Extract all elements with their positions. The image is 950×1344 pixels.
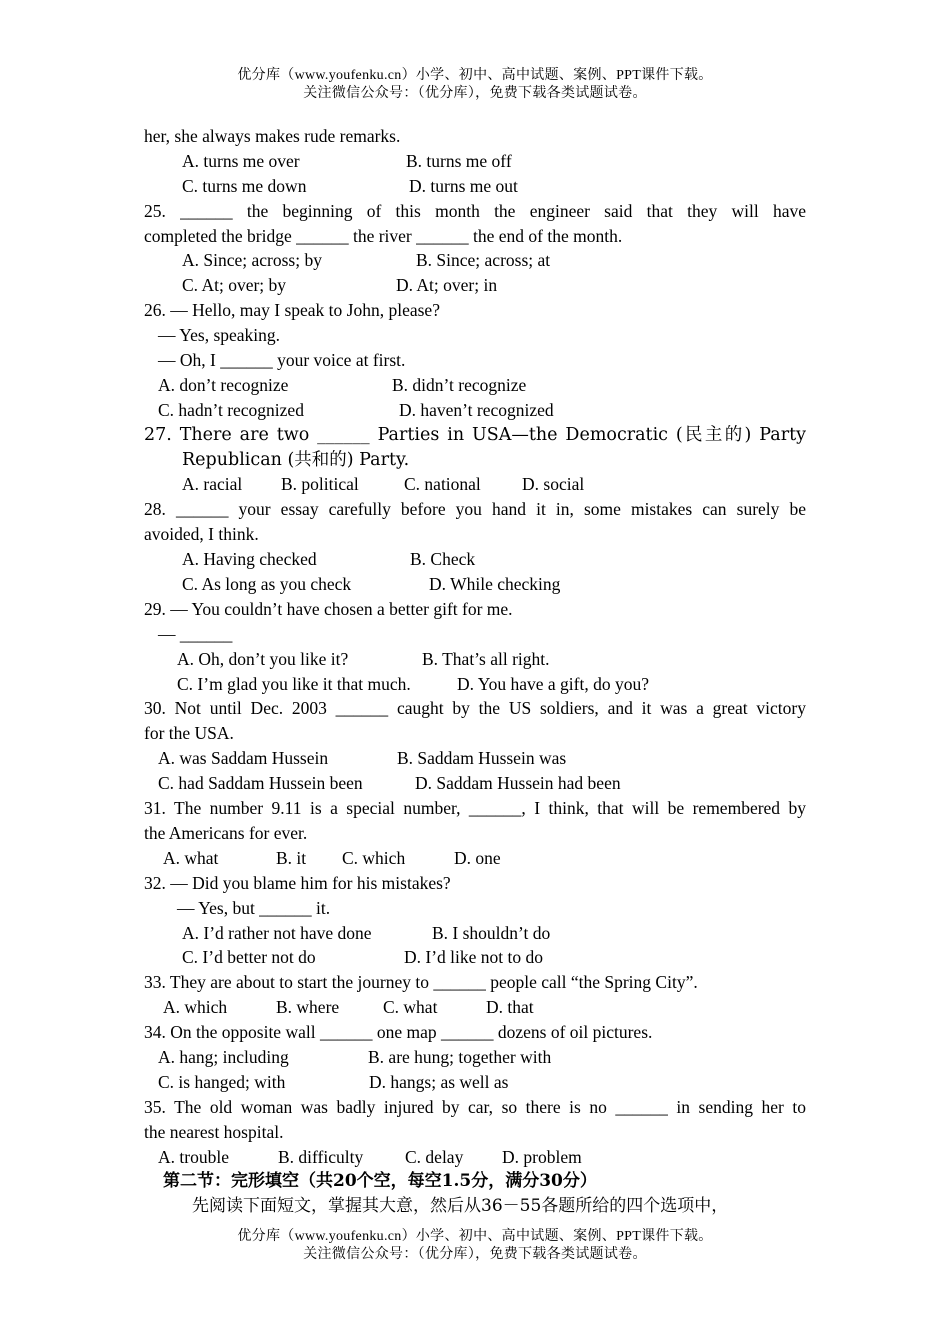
- q31-option-c: C. which: [342, 847, 406, 868]
- q30-option-d: D. Saddam Hussein had been: [415, 773, 621, 794]
- q24-options-row-1: [144, 149, 806, 174]
- q27-option-b: B. political: [281, 474, 359, 495]
- q35-option-c: C. delay: [405, 1146, 464, 1167]
- q26-option-d: D. haven’t recognized: [399, 399, 554, 420]
- q31-options-row: [144, 846, 806, 871]
- q27-options-row: [144, 472, 806, 497]
- q28-options-row-2: [144, 572, 806, 597]
- q28-stem-line-2: avoided, I think.: [144, 524, 259, 545]
- q26-stem-line-2: — Yes, speaking.: [158, 325, 281, 346]
- q31-option-b: B. it: [276, 847, 307, 868]
- q29-options-row-1: [144, 647, 806, 672]
- q30-options-row-2: [144, 771, 806, 796]
- q35-option-b: B. difficulty: [278, 1146, 364, 1167]
- q33-option-a: A. which: [163, 997, 228, 1018]
- q24-options-row-2: [144, 174, 806, 199]
- q25-option-b: B. Since; across; at: [416, 250, 551, 271]
- q26-option-a: A. don’t recognize: [158, 374, 289, 395]
- q29-stem-line-1: 29. — You couldn’t have chosen a better gift for me.: [144, 598, 513, 619]
- section-2-title: 第二节：完形填空（共20个空，每空1.5分，满分30分）: [163, 1171, 597, 1192]
- q28-option-b: B. Check: [410, 549, 476, 570]
- q33-option-c: C. what: [383, 997, 438, 1018]
- q26-stem-line-1: 26. — Hello, may I speak to John, please?: [144, 300, 440, 321]
- q35-options-row: [144, 1145, 806, 1170]
- q29-stem-line-2: — ______: [158, 623, 233, 644]
- q24-option-d: D. turns me out: [409, 175, 518, 196]
- footer-line-1: 优分库（www.youfenku.cn）小学、初中、高中试题、案例、PPT课件下载。: [237, 1229, 713, 1244]
- q30-option-c: C. had Saddam Hussein been: [158, 773, 363, 794]
- q35-option-a: A. trouble: [158, 1146, 229, 1167]
- page-header: [0, 67, 950, 103]
- q32-option-a: A. I’d rather not have done: [182, 922, 372, 943]
- q27-stem-line-2: Republican (共和的) Party.: [182, 449, 410, 470]
- q28-options-row-1: [144, 547, 806, 572]
- q26-option-c: C. hadn’t recognized: [158, 399, 304, 420]
- q25-stem-line-2: completed the bridge ______ the river ______ the end of the month.: [144, 225, 623, 246]
- q30-stem-line-1: 30. Not until Dec. 2003 ______ caught by the US soldiers, and it was a great victory: [144, 698, 806, 719]
- section-2-intro: 先阅读下面短文，掌握其大意，然后从36－55各题所给的四个选项中，: [192, 1196, 729, 1217]
- q33-stem-line-1: 33. They are about to start the journey to ______ people call “the Spring City”.: [144, 972, 698, 993]
- exam-content: [144, 124, 806, 1219]
- q28-option-c: C. As long as you check: [182, 574, 352, 595]
- q28-option-d: D. While checking: [429, 574, 561, 595]
- q32-option-b: B. I shouldn’t do: [432, 922, 551, 943]
- q35-stem-line-2: the nearest hospital.: [144, 1121, 284, 1142]
- q29-option-a: A. Oh, don’t you like it?: [177, 648, 349, 669]
- q28-stem-line-1: 28. ______ your essay carefully before you hand it in, some mistakes can surely be: [144, 499, 806, 520]
- q29-option-b: B. That’s all right.: [422, 648, 550, 669]
- q24-continuation: her, she always makes rude remarks.: [144, 126, 401, 146]
- q34-options-row-1: [144, 1045, 806, 1070]
- q27-option-c: C. national: [404, 474, 481, 495]
- q26-stem-line-3: — Oh, I ______ your voice at first.: [158, 350, 406, 371]
- q27-option-a: A. racial: [182, 474, 243, 495]
- q32-option-d: D. I’d like not to do: [404, 947, 544, 968]
- q29-option-d: D. You have a gift, do you?: [457, 673, 649, 694]
- header-line-2: 关注微信公众号：（优分库），免费下载各类试题试卷。: [303, 86, 647, 101]
- q35-stem-line-1: 35. The old woman was badly injured by car, so there is no ______ in sending her to: [144, 1096, 806, 1117]
- q31-stem-line-1: 31. The number 9.11 is a special number, ______, I think, that will be remembered by: [144, 798, 806, 819]
- q33-option-d: D. that: [486, 997, 534, 1018]
- header-line-1: 优分库（www.youfenku.cn）小学、初中、高中试题、案例、PPT课件下载。: [237, 68, 713, 83]
- footer-line-2: 关注微信公众号：（优分库），免费下载各类试题试卷。: [303, 1247, 647, 1262]
- q30-option-a: A. was Saddam Hussein: [158, 748, 329, 769]
- q32-options-row-2: [144, 945, 806, 970]
- q34-option-a: A. hang; including: [158, 1046, 289, 1067]
- q32-options-row-1: [144, 921, 806, 946]
- q29-options-row-2: [144, 672, 806, 697]
- q34-option-b: B. are hung; together with: [368, 1046, 552, 1067]
- q26-option-b: B. didn’t recognize: [392, 374, 527, 395]
- q34-option-c: C. is hanged; with: [158, 1071, 286, 1092]
- q31-option-d: D. one: [454, 847, 501, 868]
- q34-options-row-2: [144, 1070, 806, 1095]
- q25-options-row-1: [144, 248, 806, 273]
- q24-option-b: B. turns me off: [406, 150, 512, 171]
- q32-option-c: C. I’d better not do: [182, 947, 316, 968]
- q33-option-b: B. where: [276, 997, 340, 1018]
- q35-option-d: D. problem: [502, 1146, 582, 1167]
- q25-option-c: C. At; over; by: [182, 275, 287, 296]
- q30-option-b: B. Saddam Hussein was: [397, 748, 567, 769]
- q32-stem-line-2: — Yes, but ______ it.: [177, 897, 331, 918]
- q24-option-a: A. turns me over: [182, 150, 300, 171]
- q28-option-a: A. Having checked: [182, 549, 317, 570]
- q34-option-d: D. hangs; as well as: [369, 1071, 509, 1092]
- q30-stem-line-2: for the USA.: [144, 723, 234, 744]
- q32-stem-line-1: 32. — Did you blame him for his mistakes?: [144, 872, 451, 893]
- q25-option-a: A. Since; across; by: [182, 250, 322, 271]
- q26-options-row-1: [144, 373, 806, 398]
- q34-stem-line-1: 34. On the opposite wall ______ one map ______ dozens of oil pictures.: [144, 1022, 653, 1043]
- q30-options-row-1: [144, 746, 806, 771]
- q31-option-a: A. what: [163, 847, 219, 868]
- q27-option-d: D. social: [522, 474, 585, 495]
- q24-option-c: C. turns me down: [182, 175, 307, 196]
- q25-stem-line-1: 25. ______ the beginning of this month the engineer said that they will have: [144, 200, 806, 221]
- q29-option-c: C. I’m glad you like it that much.: [177, 673, 411, 694]
- q31-stem-line-2: the Americans for ever.: [144, 822, 308, 843]
- q25-options-row-2: [144, 273, 806, 298]
- q27-stem-line-1: 27. There are two ______ Parties in USA—the Democratic (民主的) Party: [144, 424, 806, 445]
- q33-options-row: [144, 995, 806, 1020]
- q26-options-row-2: [144, 398, 806, 423]
- q25-option-d: D. At; over; in: [396, 275, 498, 296]
- page-footer: [0, 1228, 950, 1264]
